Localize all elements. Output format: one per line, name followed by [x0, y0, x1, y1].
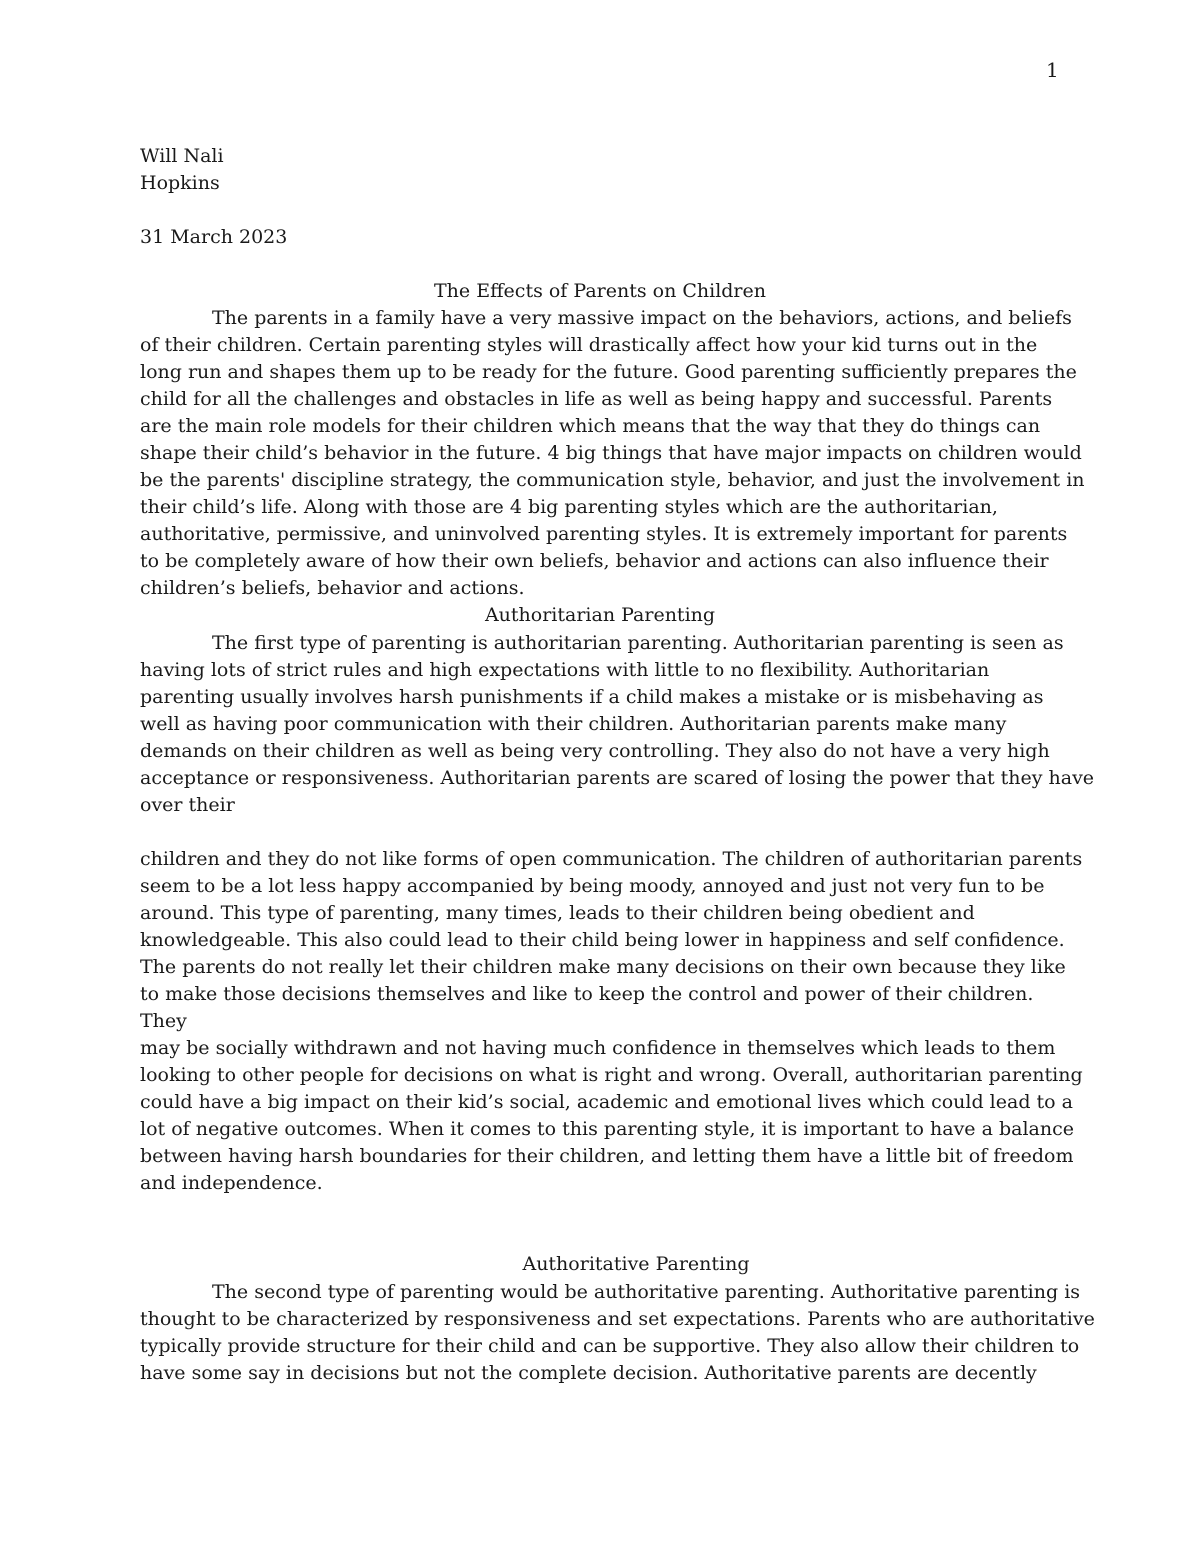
paragraph-line: their child’s life. Along with those are 4 big parenting styles which are the authoritarian, [140, 496, 998, 518]
instructor-name: Hopkins [140, 172, 220, 194]
paragraph-line: The parents in a family have a very massive impact on the behaviors, actions, and beliefs [212, 307, 1072, 329]
page-number: 1 [1046, 58, 1059, 82]
paragraph-line: The second type of parenting would be authoritative parenting. Authoritative parenting is [212, 1281, 1081, 1303]
paragraph-line: well as having poor communication with their children. Authoritarian parents make many [140, 713, 1007, 735]
paragraph-line: are the main role models for their children which means that the way that they do things can [140, 415, 1041, 437]
paragraph-line: children and they do not like forms of open communication. The children of authoritarian parents [140, 848, 1083, 870]
paragraph-line: to make those decisions themselves and like to keep the control and power of their children. [140, 983, 1034, 1005]
paragraph-line: parenting usually involves harsh punishments if a child makes a mistake or is misbehaving as [140, 686, 1044, 708]
paragraph-line: typically provide structure for their child and can be supportive. They also allow their children to [140, 1335, 1080, 1357]
section-heading: Authoritative Parenting [522, 1253, 750, 1275]
author-name: Will Nali [140, 145, 224, 167]
paragraph-line: have some say in decisions but not the complete decision. Authoritative parents are decently [140, 1362, 1037, 1384]
paragraph-line: knowledgeable. This also could lead to their child being lower in happiness and self confidence. [140, 929, 1065, 951]
paragraph-line: having lots of strict rules and high expectations with little to no flexibility. Authoritarian [140, 659, 990, 681]
paragraph-line: acceptance or responsiveness. Authoritarian parents are scared of losing the power that they have [140, 767, 1095, 789]
paragraph-line: long run and shapes them up to be ready for the future. Good parenting sufficiently prepares the [140, 361, 1077, 383]
paragraph-line: seem to be a lot less happy accompanied by being moody, annoyed and just not very fun to be [140, 875, 1045, 897]
paragraph-line: over their [140, 794, 235, 816]
paragraph-line: demands on their children as well as being very controlling. They also do not have a very high [140, 740, 1050, 762]
paragraph-line: The parents do not really let their children make many decisions on their own because they like [140, 956, 1066, 978]
paragraph-line: and independence. [140, 1172, 323, 1194]
paragraph-line: The first type of parenting is authoritarian parenting. Authoritarian parenting is seen as [212, 632, 1064, 654]
paragraph-line: may be socially withdrawn and not having much confidence in themselves which leads to them [140, 1037, 1056, 1059]
paragraph-line: They [140, 1010, 187, 1032]
paragraph-line: thought to be characterized by responsiveness and set expectations. Parents who are authoritative [140, 1308, 1095, 1330]
paragraph-line: lot of negative outcomes. When it comes to this parenting style, it is important to have a balance [140, 1118, 1074, 1140]
date: 31 March 2023 [140, 226, 288, 248]
paragraph-line: of their children. Certain parenting styles will drastically affect how your kid turns out in the [140, 334, 1038, 356]
paragraph-line: child for all the challenges and obstacles in life as well as being happy and successful. Parents [140, 388, 1053, 410]
document-title: The Effects of Parents on Children [434, 280, 766, 302]
paragraph-line: authoritative, permissive, and uninvolved parenting styles. It is extremely important for parents [140, 523, 1068, 545]
paragraph-line: could have a big impact on their kid’s social, academic and emotional lives which could lead to a [140, 1091, 1073, 1113]
paragraph-line: to be completely aware of how their own beliefs, behavior and actions can also influence their [140, 550, 1049, 572]
paragraph-line: around. This type of parenting, many times, leads to their children being obedient and [140, 902, 975, 924]
paragraph-line: between having harsh boundaries for their children, and letting them have a little bit of freedom [140, 1145, 1074, 1167]
section-heading: Authoritarian Parenting [484, 604, 716, 626]
paragraph-line: shape their child’s behavior in the future. 4 big things that have major impacts on children would [140, 442, 1082, 464]
paragraph-line: children’s beliefs, behavior and actions. [140, 577, 525, 599]
paragraph-line: looking to other people for decisions on what is right and wrong. Overall, authoritarian parenting [140, 1064, 1083, 1086]
paragraph-line: be the parents' discipline strategy, the communication style, behavior, and just the involvement in [140, 469, 1085, 491]
